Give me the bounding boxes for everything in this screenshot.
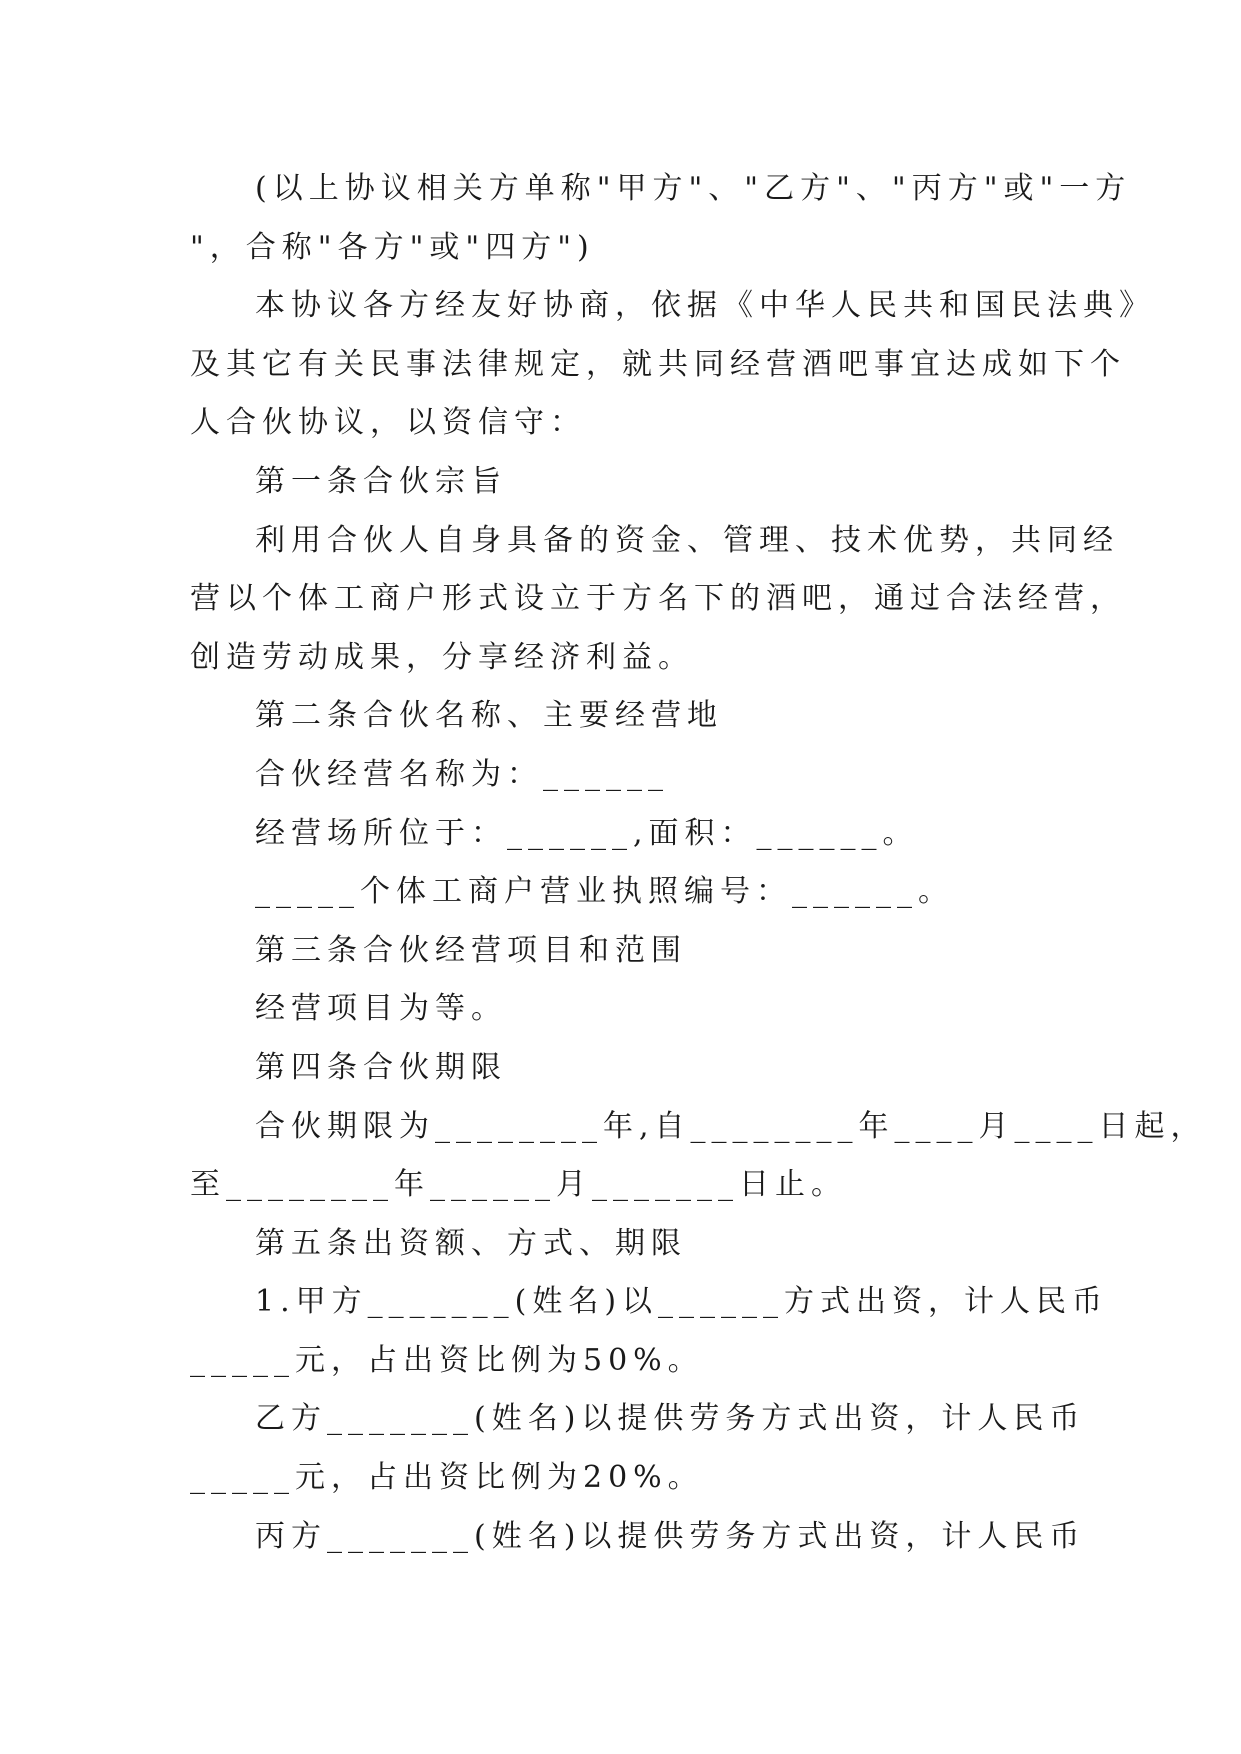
- section-heading: 第三条合伙经营项目和范围: [255, 932, 687, 968]
- text-line: 丙方_______(姓名)以提供劳务方式出资，计人民币: [255, 1518, 1086, 1554]
- text-line: 合伙期限为________年,自________年____月____日起，: [255, 1108, 1207, 1144]
- text-line: 合伙经营名称为：______: [255, 756, 669, 792]
- text-line: 至________年______月_______日止。: [190, 1167, 847, 1203]
- text-line: 营以个体工商户形式设立于方名下的酒吧，通过合法经营，: [190, 581, 1126, 617]
- section-heading: 第二条合伙名称、主要经营地: [255, 698, 723, 734]
- text-line: 乙方_______(姓名)以提供劳务方式出资，计人民币: [255, 1401, 1086, 1437]
- text-line: 创造劳动成果，分享经济利益。: [190, 639, 694, 675]
- section-heading: 第一条合伙宗旨: [255, 463, 507, 499]
- document-body: [190, 160, 1207, 1566]
- text-line: 1.甲方_______(姓名)以______方式出资，计人民币: [255, 1284, 1109, 1320]
- section-heading: 第四条合伙期限: [255, 1049, 507, 1085]
- text-line: 经营项目为等。: [255, 991, 507, 1027]
- text-line: _____元，占出资比例为20%。: [190, 1460, 704, 1496]
- text-line: 经营场所位于：______,面积：______。: [255, 815, 919, 851]
- text-line: 人合伙协议，以资信守：: [190, 405, 586, 441]
- text-line: "，合称"各方"或"四方"): [190, 229, 595, 265]
- text-line: _____个体工商户营业执照编号：______。: [255, 874, 954, 910]
- text-line: 本协议各方经友好协商，依据《中华人民共和国民法典》: [255, 288, 1155, 324]
- text-line: _____元，占出资比例为50%。: [190, 1342, 704, 1378]
- text-line: 及其它有关民事法律规定，就共同经营酒吧事宜达成如下个: [190, 346, 1126, 382]
- section-heading: 第五条出资额、方式、期限: [255, 1225, 687, 1261]
- text-line: 利用合伙人自身具备的资金、管理、技术优势，共同经: [255, 522, 1119, 558]
- text-line: (以上协议相关方单称"甲方"、"乙方"、"丙方"或"一方: [255, 171, 1132, 206]
